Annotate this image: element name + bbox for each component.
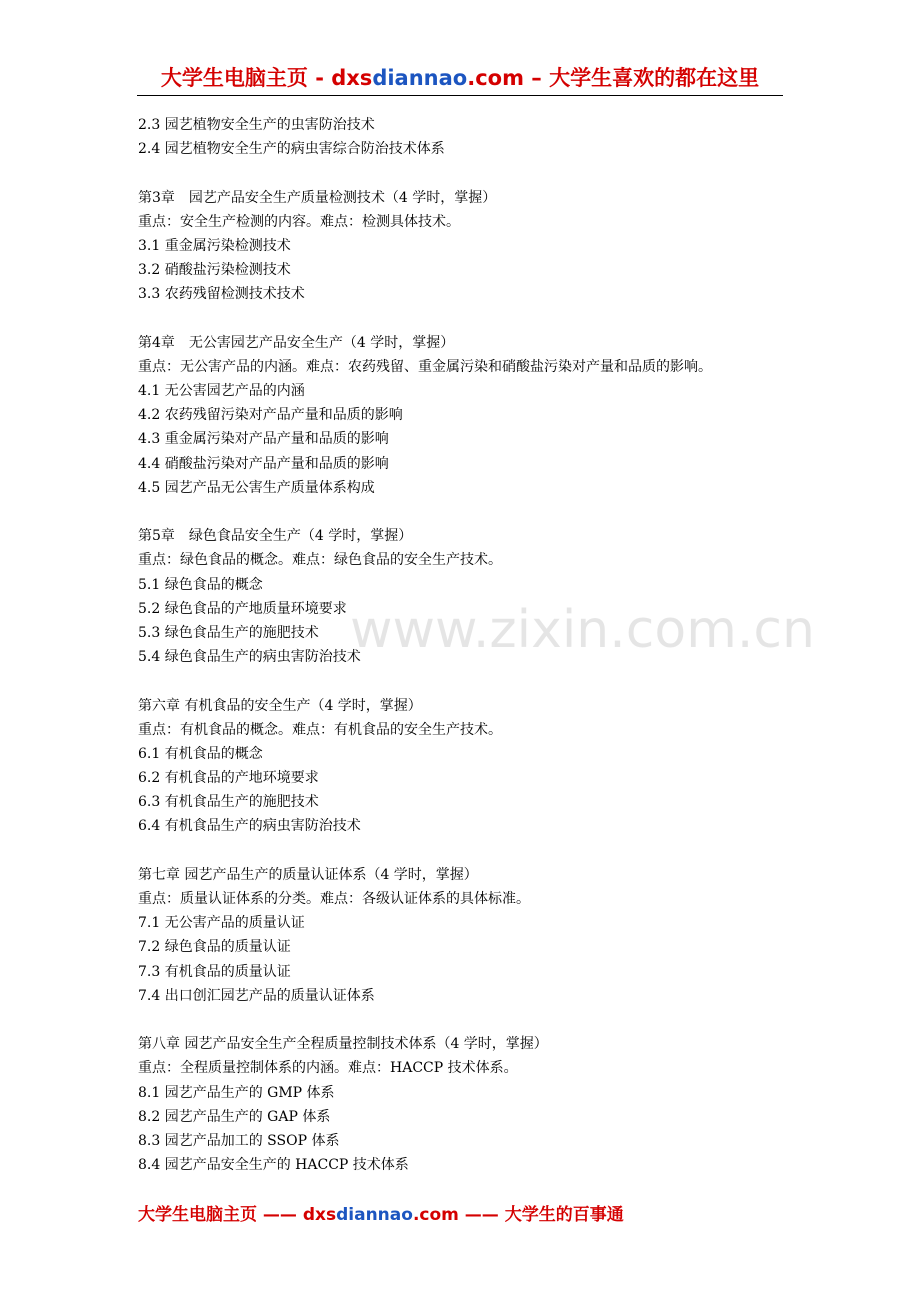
section-item: 8.4 园艺产品安全生产的 HACCP 技术体系 xyxy=(138,1157,409,1174)
footer-title-right: —— 大学生的百事通 xyxy=(458,1205,624,1225)
section-item: 2.4 园艺植物安全生产的病虫害综合防治技术体系 xyxy=(138,141,445,158)
key-points-line: 重点：无公害产品的内涵。难点：农药残留、重金属污染和硝酸盐污染对产量和品质的影响。 xyxy=(138,358,712,375)
section-item: 5.1 绿色食品的概念 xyxy=(138,576,263,593)
page-header xyxy=(0,62,920,92)
key-points-line: 重点：安全生产检测的内容。难点：检测具体技术。 xyxy=(138,213,460,230)
header-site-diannao: diannao xyxy=(372,66,468,90)
header-divider xyxy=(137,95,783,96)
chapter-heading: 第七章 园艺产品生产的质量认证体系（4 学时，掌握） xyxy=(138,866,478,883)
section-item: 3.2 硝酸盐污染检测技术 xyxy=(138,262,291,279)
footer-title-left: 大学生电脑主页 —— xyxy=(138,1205,303,1225)
section-item: 8.3 园艺产品加工的 SSOP 体系 xyxy=(138,1132,340,1149)
section-item: 6.2 有机食品的产地环境要求 xyxy=(138,770,319,787)
section-item: 4.4 硝酸盐污染对产品产量和品质的影响 xyxy=(138,455,389,472)
section-item: 6.3 有机食品生产的施肥技术 xyxy=(138,794,319,811)
paragraph-gap xyxy=(138,839,798,863)
paragraph-gap xyxy=(138,669,798,693)
section-item: 7.3 有机食品的质量认证 xyxy=(138,963,291,980)
footer-site-link[interactable] xyxy=(303,1205,459,1225)
chapter-heading: 第3章 园艺产品安全生产质量检测技术（4 学时，掌握） xyxy=(138,189,497,206)
chapter-heading: 第5章 绿色食品安全生产（4 学时，掌握） xyxy=(138,528,413,545)
section-item: 3.1 重金属污染检测技术 xyxy=(138,237,291,254)
header-site-dxs: dxs xyxy=(331,66,373,90)
chapter-heading: 第八章 园艺产品安全生产全程质量控制技术体系（4 学时，掌握） xyxy=(138,1036,548,1053)
chapter-heading: 第4章 无公害园艺产品安全生产（4 学时，掌握） xyxy=(138,334,455,351)
paragraph-gap xyxy=(138,161,798,185)
section-item: 5.4 绿色食品生产的病虫害防治技术 xyxy=(138,649,361,666)
footer-site-diannao: diannao xyxy=(336,1205,413,1225)
section-item: 8.1 园艺产品生产的 GMP 体系 xyxy=(138,1084,335,1101)
section-item: 5.2 绿色食品的产地质量环境要求 xyxy=(138,600,347,617)
section-item: 6.1 有机食品的概念 xyxy=(138,745,263,762)
footer-site-com: .com xyxy=(412,1205,459,1225)
paragraph-gap xyxy=(138,500,798,524)
section-item: 4.5 园艺产品无公害生产质量体系构成 xyxy=(138,479,375,496)
section-item: 7.4 出口创汇园艺产品的质量认证体系 xyxy=(138,987,375,1004)
key-points-line: 重点：全程质量控制体系的内涵。难点：HACCP 技术体系。 xyxy=(138,1060,518,1077)
key-points-line: 重点：绿色食品的概念。难点：绿色食品的安全生产技术。 xyxy=(138,552,502,569)
header-title-left: 大学生电脑主页 - xyxy=(160,66,332,90)
section-item: 2.3 园艺植物安全生产的虫害防治技术 xyxy=(138,117,375,133)
header-title-right: – 大学生喜欢的都在这里 xyxy=(523,66,760,90)
section-item: 6.4 有机食品生产的病虫害防治技术 xyxy=(138,818,361,835)
section-item: 4.3 重金属污染对产品产量和品质的影响 xyxy=(138,431,389,448)
section-item: 7.1 无公害产品的质量认证 xyxy=(138,915,305,932)
watermark: www.zixin.com.cn xyxy=(350,600,815,660)
paragraph-gap xyxy=(138,1008,798,1032)
paragraph-gap xyxy=(138,307,798,331)
section-item: 7.2 绿色食品的质量认证 xyxy=(138,939,291,956)
section-item: 4.1 无公害园艺产品的内涵 xyxy=(138,383,305,400)
page-footer xyxy=(138,1200,624,1225)
key-points-line: 重点：有机食品的概念。难点：有机食品的安全生产技术。 xyxy=(138,721,502,738)
document-body xyxy=(138,113,798,1177)
footer-site-dxs: dxs xyxy=(302,1205,337,1225)
section-item: 4.2 农药残留污染对产品产量和品质的影响 xyxy=(138,407,403,424)
chapter-heading: 第六章 有机食品的安全生产（4 学时，掌握） xyxy=(138,697,422,714)
key-points-line: 重点：质量认证体系的分类。难点：各级认证体系的具体标准。 xyxy=(138,891,530,907)
section-item: 8.2 园艺产品生产的 GAP 体系 xyxy=(138,1108,331,1125)
header-site-com: .com xyxy=(467,66,524,90)
section-item: 3.3 农药残留检测技术技术 xyxy=(138,286,305,303)
header-site-link[interactable] xyxy=(331,66,524,90)
section-item: 5.3 绿色食品生产的施肥技术 xyxy=(138,624,319,641)
